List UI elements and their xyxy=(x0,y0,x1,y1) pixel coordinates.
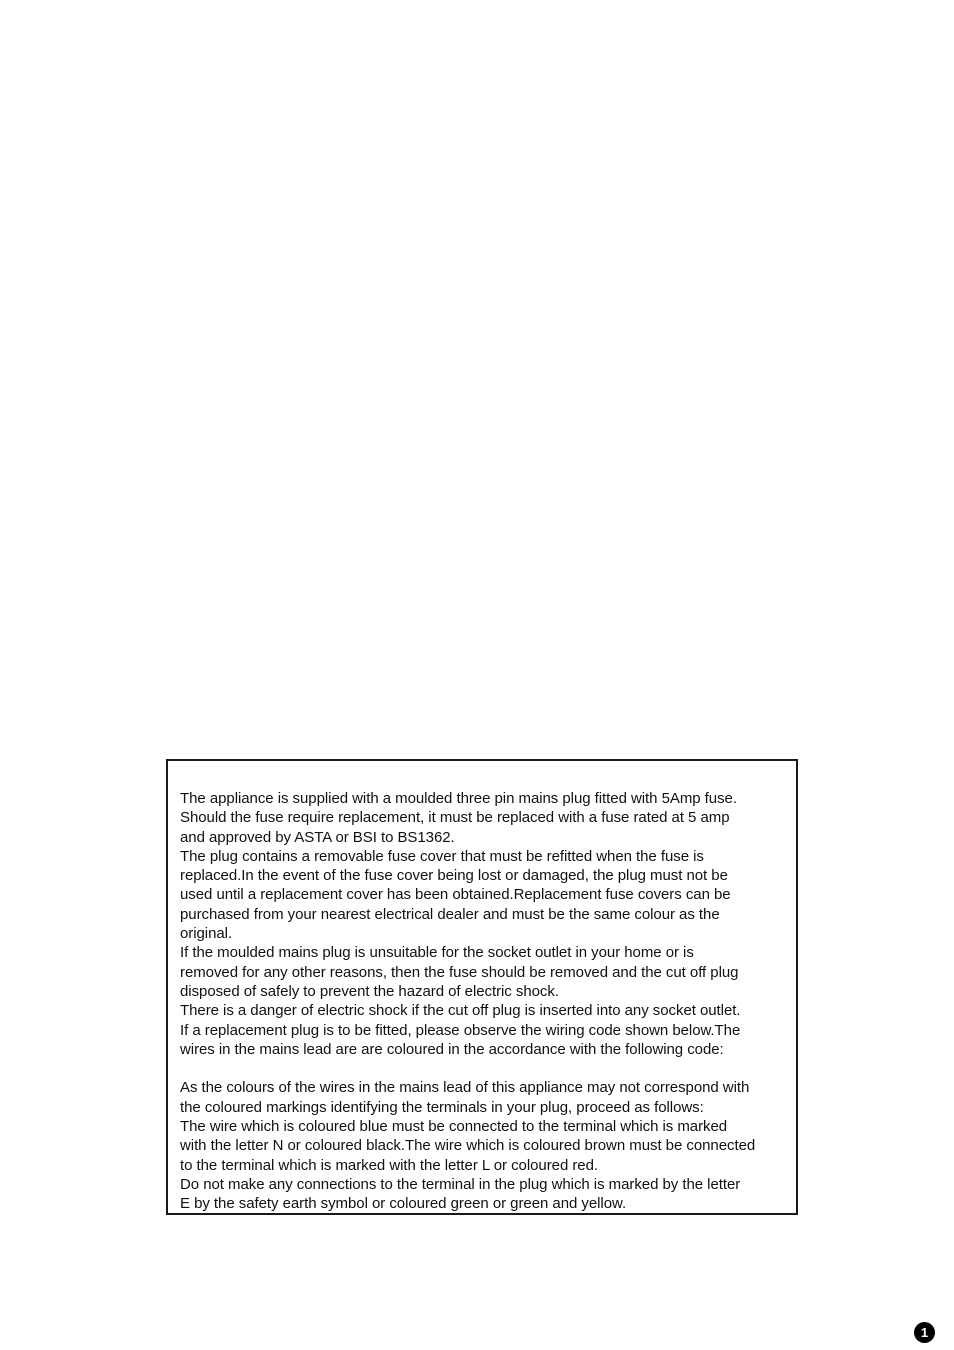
notice-line: disposed of safely to prevent the hazard of electric shock. xyxy=(180,982,559,1000)
notice-line: used until a replacement cover has been obtained.Replacement fuse covers can be xyxy=(180,886,731,904)
notice-line: the coloured markings identifying the terminals in your plug, proceed as follows: xyxy=(180,1098,704,1116)
plug-safety-notice xyxy=(166,759,798,1215)
notice-line: If the moulded mains plug is unsuitable for the socket outlet in your home or is xyxy=(180,944,694,962)
notice-line: E by the safety earth symbol or coloured green or green and yellow. xyxy=(180,1195,627,1213)
notice-line: As the colours of the wires in the mains lead of this appliance may not correspond with xyxy=(180,1079,750,1097)
notice-line: replaced.In the event of the fuse cover being lost or damaged, the plug must not be xyxy=(180,867,728,885)
notice-line: Should the fuse require replacement, it must be replaced with a fuse rated at 5 amp xyxy=(180,809,730,827)
notice-line: wires in the mains lead are are coloured in the accordance with the following code: xyxy=(180,1040,724,1058)
notice-line: original. xyxy=(180,925,233,943)
notice-line: with the letter N or coloured black.The wire which is coloured brown must be connected xyxy=(180,1137,756,1155)
notice-line: The appliance is supplied with a moulded three pin mains plug fitted with 5Amp fuse. xyxy=(180,790,737,807)
notice-line: The wire which is coloured blue must be connected to the terminal which is marked xyxy=(180,1118,728,1136)
notice-line: and approved by ASTA or BSI to BS1362. xyxy=(180,828,455,846)
notice-line: The plug contains a removable fuse cover that must be refitted when the fuse is xyxy=(180,847,704,865)
notice-line: There is a danger of electric shock if the cut off plug is inserted into any socket outlet. xyxy=(180,1002,741,1020)
notice-line: Do not make any connections to the terminal in the plug which is marked by the letter xyxy=(180,1175,741,1193)
notice-line: to the terminal which is marked with the letter L or coloured red. xyxy=(180,1156,599,1174)
notice-line: removed for any other reasons, then the fuse should be removed and the cut off plug xyxy=(180,963,739,981)
paragraph-gap xyxy=(180,1059,796,1078)
notice-line: purchased from your nearest electrical dealer and must be the same colour as the xyxy=(180,905,720,923)
page-number-badge: 1 xyxy=(914,1322,935,1343)
notice-line: If a replacement plug is to be fitted, please observe the wiring code shown below.The xyxy=(180,1021,741,1039)
